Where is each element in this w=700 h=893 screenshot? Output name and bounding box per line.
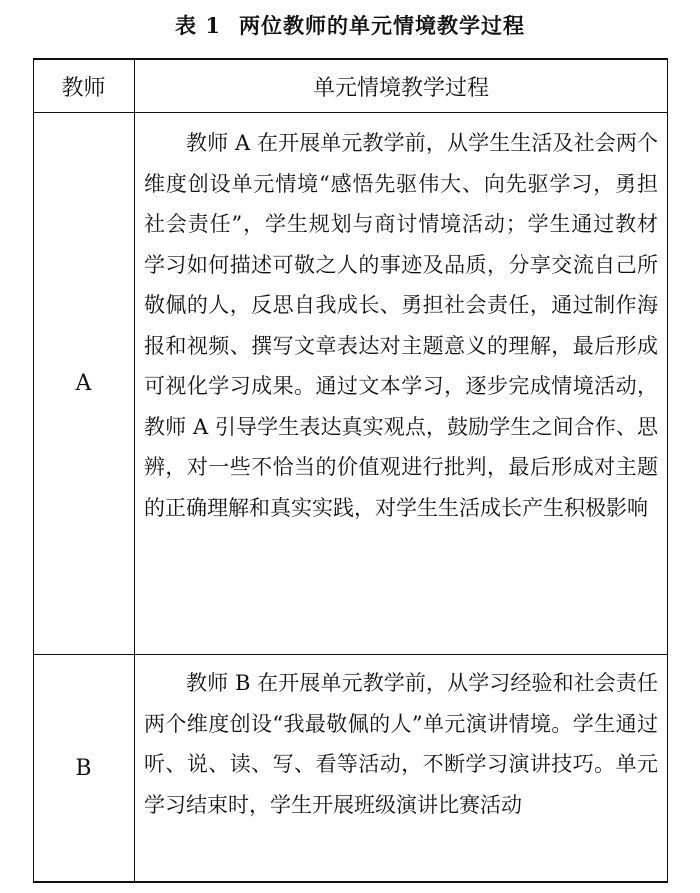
column-divider [134,60,135,881]
row-b-process: 教师 B 在开展单元教学前，从学习经验和社会责任两个维度创设“我最敬佩的人”单元演讲情境。学生通过听、说、读、写、看等活动，不断学习演讲技巧。单元学习结束时，学生开展班级演讲比赛活动 [144,671,658,817]
row-b-teacher: B [75,755,92,781]
row-a-process: 教师 A 在开展单元教学前，从学生生活及社会两个维度创设单元情境“感悟先驱伟大、向先驱学习，勇担社会责任”，学生规划与商讨情境活动；学生通过教材学习如何描述可敬之人的事迹及品质，分享交流自己所敬佩的人，反思自我成长、勇担社会责任，通过制作海报和视频、撰写文章表达对主题意义的理解，最后形成可视化学习成果。通过文本学习，逐步完成情境活动，教师 A 引导学生表达真实观点，鼓励学生之间合作、思辨，对一些不恰当的价值观进行批判，最后形成对主题的正确理解和真实实践，对学生生活成长产生积极影响 [144,131,658,520]
teaching-process-table [33,58,668,883]
table-title: 两位教师的单元情境教学过程 [238,13,525,38]
row-a-teacher: A [75,371,92,396]
header-teacher: 教师 [61,75,106,101]
table-caption [0,10,700,40]
table-number: 表 1 [175,13,221,38]
table-right-border [667,60,668,881]
header-process: 单元情境教学过程 [312,75,489,101]
